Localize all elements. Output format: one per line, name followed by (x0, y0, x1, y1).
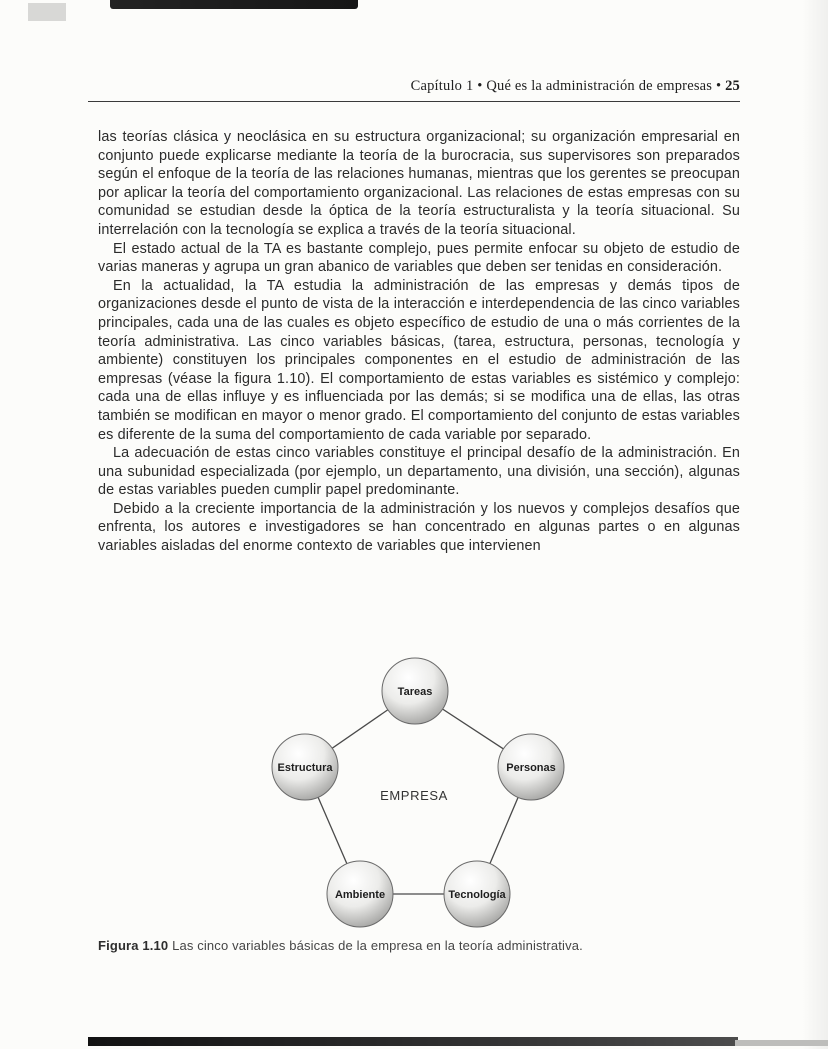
node-label-ambiente: Ambiente (334, 889, 386, 901)
scan-artifact-bottom-strip (735, 1040, 828, 1046)
running-header (98, 78, 740, 95)
figure-1-10 (0, 652, 828, 937)
scan-artifact-bottom-bar (88, 1037, 738, 1046)
node-label-personas: Personas (506, 762, 556, 774)
paragraph: La adecuación de estas cinco variables constituye el principal desafío de la administración. En una subunidad especializada (por ejemplo, un departamento, una división, una sección), algunas de estas variables pueden cumplir papel predominante. (98, 445, 740, 499)
running-header-text: Capítulo 1 • Qué es la administración de empresas • (410, 78, 726, 94)
node-label-tareas: Tareas (397, 686, 433, 698)
paragraph: El estado actual de la TA es bastante complejo, pues permite enfocar su objeto de estudio de varias maneras y agrupa un gran abanico de variables que deben ser tenidas en consideración. (98, 240, 740, 276)
scan-artifact-top-bar (110, 0, 358, 9)
empresa-label: EMPRESA (380, 788, 448, 803)
five-variables-diagram (254, 652, 574, 932)
node-label-estructura: Estructura (277, 762, 333, 774)
node-label-tecnologia: Tecnología (448, 889, 506, 901)
header-rule (88, 101, 740, 102)
figure-caption-text: Las cinco variables básicas de la empresa en la teoría administrativa. (172, 938, 583, 953)
paragraph: las teorías clásica y neoclásica en su estructura organizacional; su organización empresarial en conjunto puede explicarse mediante la teoría de la burocracia, sus supervisores son preparados según el enfoque de la teoría de las relaciones humanas, mientras que los gerentes se preocupan por aplicar la teoría del comportamiento organizacional. Las relaciones de estas empresas con su comunidad se estudian desde la óptica de la teoría estructuralista y la teoría situacional. Su interrelación con la tecnología se explica a través de la teoría situacional. (98, 129, 740, 238)
paragraph: Debido a la creciente importancia de la administración y los nuevos y complejos desafíos que enfrenta, los autores e investigadores se han concentrado en algunas partes o en algunas variables aisladas del enorme contexto de variables que intervienen (98, 500, 740, 555)
page-number: 25 (725, 78, 740, 94)
figure-caption (98, 938, 740, 953)
scan-artifact-top-left (28, 3, 66, 21)
page-body (98, 128, 740, 556)
figure-caption-label: Figura 1.10 (98, 938, 169, 953)
paragraph: En la actualidad, la TA estudia la administración de las empresas y demás tipos de organizaciones desde el punto de vista de la interacción e interdependencia de las cinco variables principales, cada una de las cuales es objeto específico de estudio de una o más corrientes de la teoría administrativa. Las cinco variables básicas, (tarea, estructura, personas, tecnología y ambiente) constituyen los principales componentes en el estudio de administración de las empresas (véase la figura 1.10). El comportamiento de estas variables es sistémico y complejo: cada una de ellas influye y es influenciada por las demás; si se modifica una de ellas, las otras también se modifican en mayor o menor grado. El comportamiento del conjunto de estas variables es diferente de la suma del comportamiento de cada variable por separado. (98, 277, 740, 443)
